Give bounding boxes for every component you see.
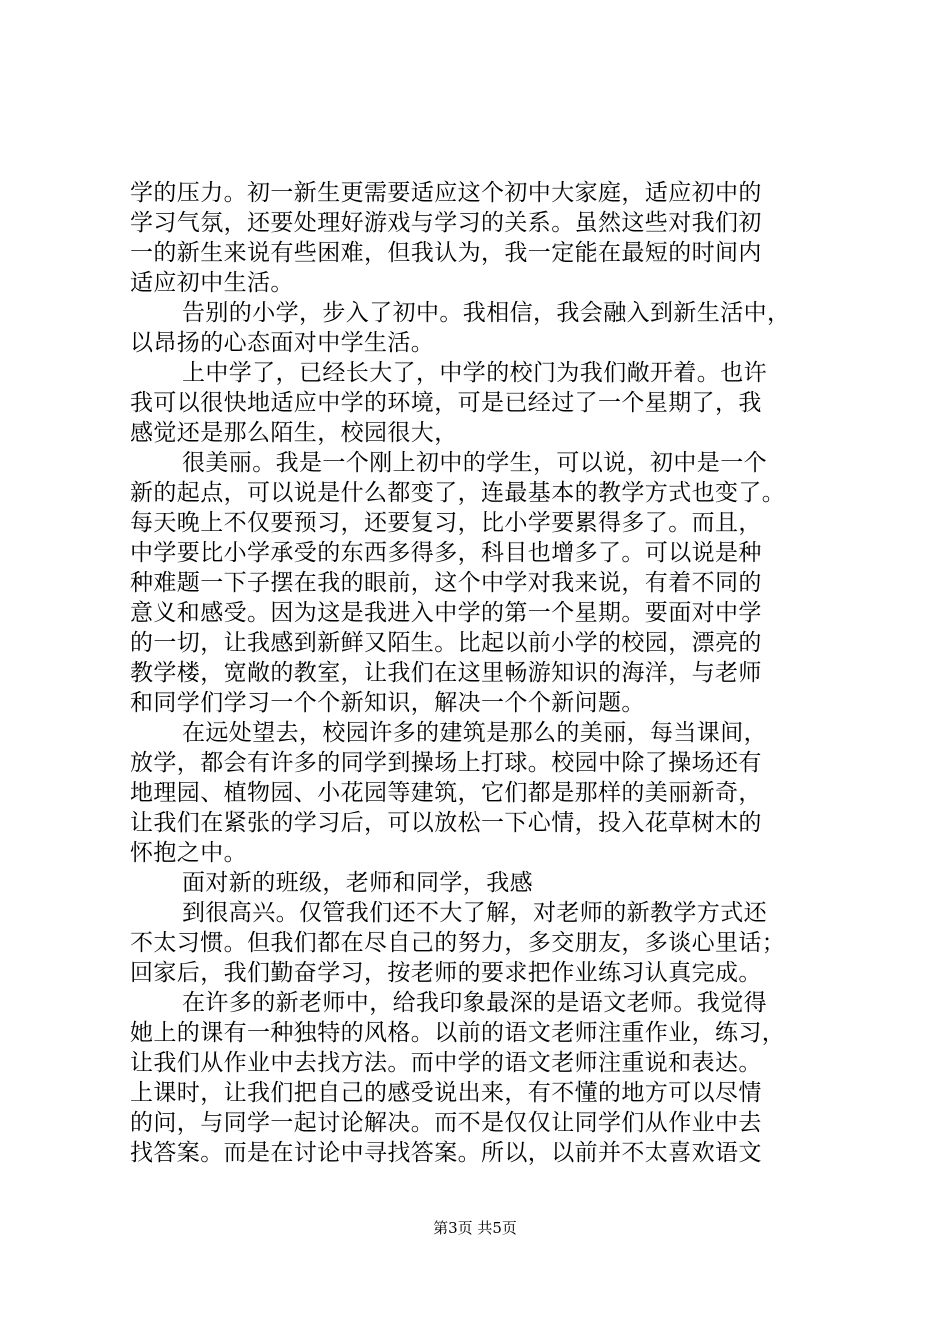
text-line: 每天晚上不仅要预习，还要复习，比小学要累得多了。而且，: [130, 510, 762, 536]
text-line: 以昂扬的心态面对中学生活。: [130, 330, 435, 356]
text-line: 新的起点，可以说是什么都变了，连最基本的教学方式也变了。: [130, 480, 786, 506]
text-line: 不太习惯。但我们都在尽自己的努力，多交朋友，多谈心里话；: [130, 930, 786, 956]
text-line: 中学要比小学承受的东西多得多，科目也增多了。可以说是种: [130, 540, 762, 566]
text-line: 的一切，让我感到新鲜又陌生。比起以前小学的校园，漂亮的: [130, 630, 762, 656]
text-line: 回家后，我们勤奋学习，按老师的要求把作业练习认真完成。: [130, 960, 762, 986]
text-line: 适应初中生活。: [130, 270, 294, 296]
text-line: 告别的小学，步入了初中。我相信，我会融入到新生活中，: [182, 300, 791, 326]
text-line: 学的压力。初一新生更需要适应这个初中大家庭，适应初中的: [130, 180, 762, 206]
text-line: 让我们在紧张的学习后，可以放松一下心情，投入花草树木的: [130, 810, 762, 836]
text-line: 面对新的班级，老师和同学，我感: [182, 870, 533, 896]
text-line: 种难题一下子摆在我的眼前，这个中学对我来说，有着不同的: [130, 570, 762, 596]
text-line: 一的新生来说有些困难，但我认为，我一定能在最短的时间内: [130, 240, 762, 266]
text-line: 我可以很快地适应中学的环境，可是已经过了一个星期了，我: [130, 390, 762, 416]
text-line: 怀抱之中。: [130, 840, 247, 866]
text-line: 的问，与同学一起讨论解决。而不是仅仅让同学们从作业中去: [130, 1110, 762, 1136]
text-line: 教学楼，宽敞的教室，让我们在这里畅游知识的海洋，与老师: [130, 660, 762, 686]
text-line: 和同学们学习一个个新知识，解决一个个新问题。: [130, 690, 645, 716]
text-line: 放学，都会有许多的同学到操场上打球。校园中除了操场还有: [130, 750, 762, 776]
page-number-footer: 第3页 共5页: [433, 1219, 517, 1237]
text-line: 到很高兴。仅管我们还不大了解，对老师的新教学方式还: [182, 900, 767, 926]
text-line: 上课时，让我们把自己的感受说出来，有不懂的地方可以尽情: [130, 1080, 762, 1106]
text-line: 学习气氛，还要处理好游戏与学习的关系。虽然这些对我们初: [130, 210, 762, 236]
text-line: 上中学了，已经长大了，中学的校门为我们敞开着。也许: [182, 360, 767, 386]
text-line: 地理园、植物园、小花园等建筑，它们都是那样的美丽新奇，: [130, 780, 762, 806]
text-line: 找答案。而是在讨论中寻找答案。所以，以前并不太喜欢语文: [130, 1140, 762, 1166]
text-line: 她上的课有一种独特的风格。以前的语文老师注重作业，练习，: [130, 1020, 786, 1046]
text-line: 感觉还是那么陌生，校园很大，: [130, 420, 458, 446]
text-line: 很美丽。我是一个刚上初中的学生，可以说，初中是一个: [182, 450, 767, 476]
document-body: [130, 178, 830, 1168]
text-line: 在许多的新老师中，给我印象最深的是语文老师。我觉得: [182, 990, 767, 1016]
text-line: 让我们从作业中去找方法。而中学的语文老师注重说和表达。: [130, 1050, 762, 1076]
text-line: 在远处望去，校园许多的建筑是那么的美丽，每当课间，: [182, 720, 767, 746]
text-line: 意义和感受。因为这是我进入中学的第一个星期。要面对中学: [130, 600, 762, 626]
